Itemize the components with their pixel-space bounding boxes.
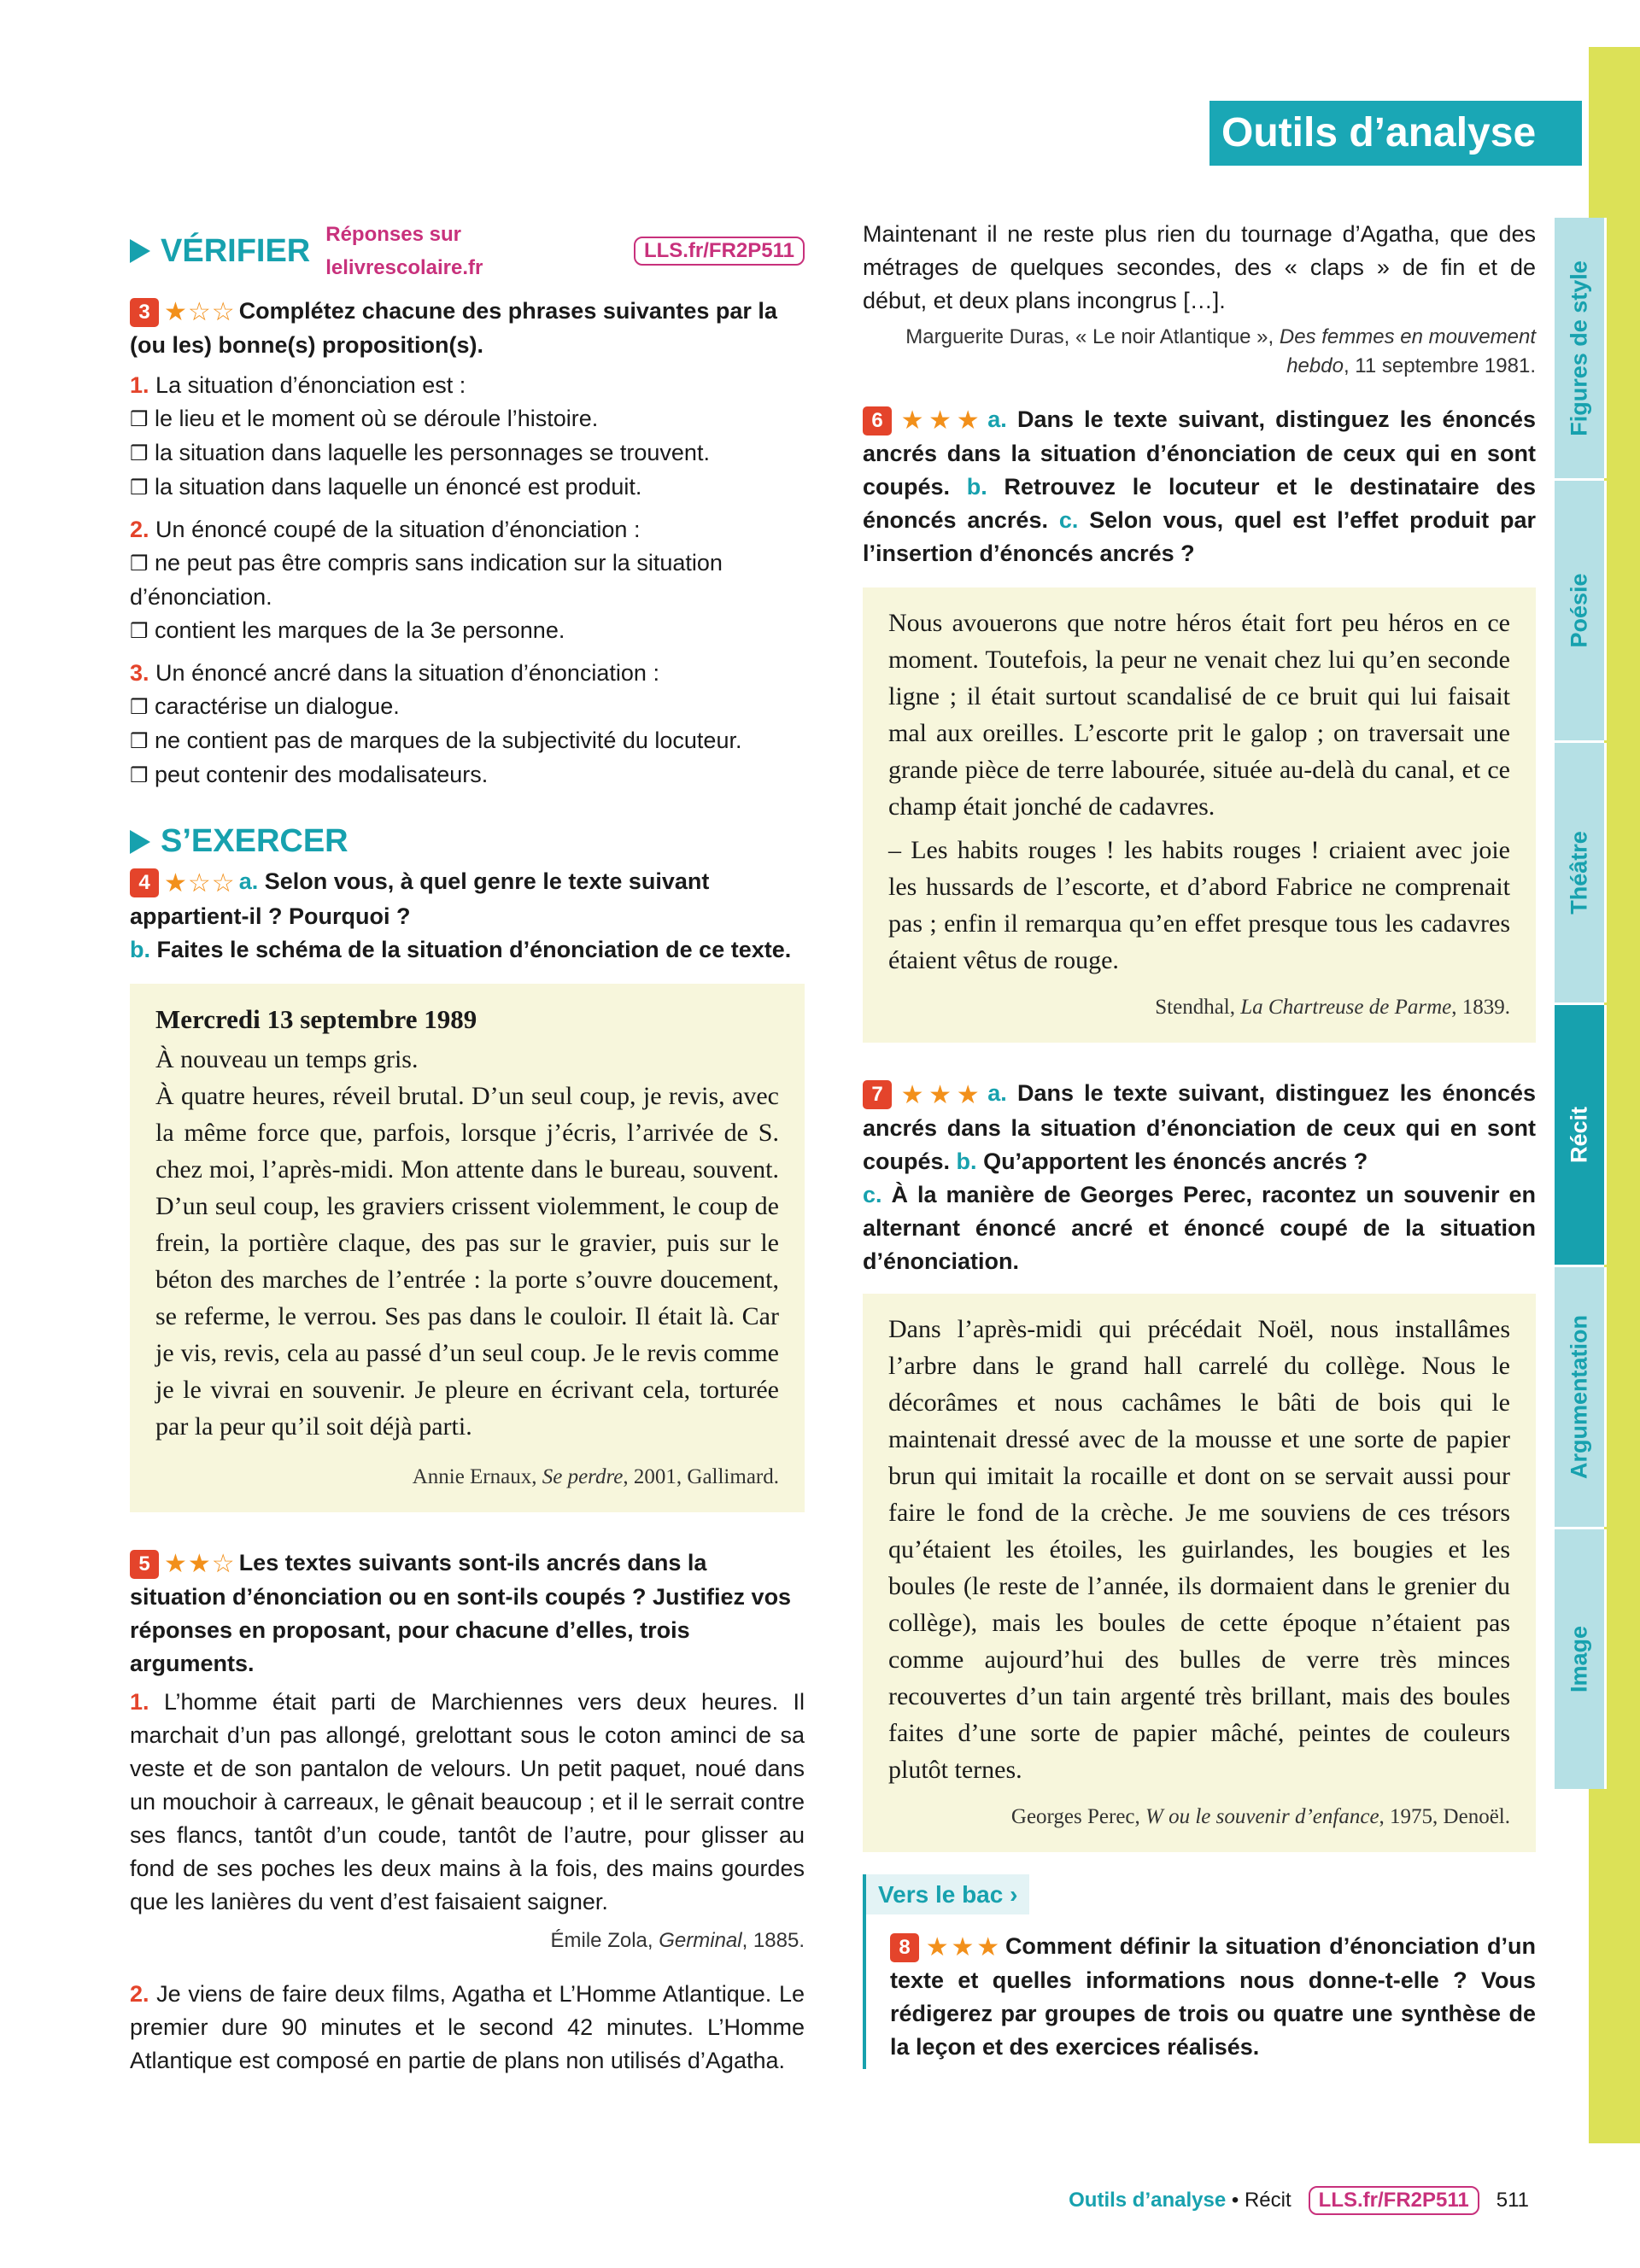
exercise-5: 5 ★★☆ Les textes suivants sont-ils ancrés dans la situation d’énonciation ou en sont-ils coupés ? Justifiez vos réponses en proposant, pour chacune d’elles, trois arguments. 1. L’homme était parti de Marchiennes vers deux heures. Il marchait d’un pas allongé, grelottant sous le coton aminci de sa veste et de son pantalon de velours. Un petit paquet, noué dans un mouchoir à carreaux, le gênait beaucoup ; et il le serrait contre ses flancs, tantôt d’un coude, tantôt de l’autre, pour glisser au fond de ses poches les deux mains à la fois, des mains gourdes que les lanières du vent d’est faisaient saigner. Émile Zola, Germinal, 1885. 2. Je viens de faire deux films, Agatha et L’Homme Atlantique. Le premier dure 90 minutes et le second 42 minutes. L’Homme Atlantique est composé en partie de plans non utilisés d’Agatha.	[130, 1546, 805, 2078]
tab-figures-de-style[interactable]: Figures de style	[1555, 218, 1607, 478]
checkbox-icon[interactable]: ❒	[130, 441, 149, 466]
footer-chapter: Récit	[1244, 2189, 1292, 2212]
q3-part-3: 3. Un énoncé ancré dans la situation d’énonciation : ❒ caractérise un dialogue. ❒ ne contient pas de marques de la subjectivité du locuteur. ❒ peut contenir des modalisateurs.	[130, 657, 805, 792]
play-icon	[130, 830, 150, 854]
text-excerpt-stendhal: Nous avouerons que notre héros était fort peu héros en ce moment. Toutefois, la peur ne venait chez lui qu’en seconde ligne ; il était surtout scandalisé de ce bruit qui lui faisait mal aux oreilles. L’escorte prit le galop ; on traversait une grande pièce de terre labourée, située au-delà du canal, et ce champ était jonché de cadavres. – Les habits rouges ! les habits rouges ! criaient avec joie les hussards de l’escorte, et d’abord Fabrice ne comprenait pas ; enfin il remarqua qu’en effet presque tous les cadavres étaient vêtus de rouge. Stendhal, La Chartreuse de Parme, 1839.	[863, 587, 1536, 1043]
difficulty-stars-icon: ★★☆	[164, 1550, 236, 1579]
excerpt-source: Georges Perec, W ou le souvenir d’enfance, 1975, Denoël.	[1010, 1804, 1510, 1828]
exercise-7: 7 ★★★ a. Dans le texte suivant, distinguez les énoncés ancrés dans la situation d’énonciation de ceux qui en sont coupés. b. Qu’apportent les énoncés ancrés ? c. À la manière de Georges Perec, racontez un souvenir en alternant énoncé ancré et énoncé coupé de la situation d’énonciation. Dans l’après-midi qui précédait Noël, nous installâmes l’arbre dans le grand hall carrelé du collège. Nous le décorâmes et nous cachâmes le bâti de bois qui le maintenait dressé avec de la mousse et une sorte de papier brun qui imitait la rocaille et dont on se servait aussi pour faire le fond de la crèche. Je me souviens de ces trésors qu’étaient les étoiles, les guirlandes, les bougies et les boules (le reste de l’année, ils dormaient dans le grenier du collège), mais les boules de cette époque n’étaient pas comme aujourd’hui des bulles de verre très minces recouvertes d’un tain argenté très brillant, mais des boules faites d’une sorte de papier mâché, peintes de couleurs plutôt ternes. Georges Perec, W ou le souvenir d’enfance, 1975, Denoël.	[863, 1077, 1536, 1851]
difficulty-stars-icon: ★★★	[897, 406, 985, 435]
checkbox-option[interactable]: ❒ la situation dans laquelle un énoncé est produit.	[130, 474, 642, 500]
checkbox-option[interactable]: ❒ ne peut pas être compris sans indication sur la situation d’énonciation.	[130, 550, 723, 611]
checkbox-option[interactable]: ❒ caractérise un dialogue.	[130, 693, 400, 720]
footer-section: Outils d’analyse	[1069, 2189, 1227, 2212]
vers-le-bac-tag: Vers le bac ›	[863, 1874, 1029, 1914]
text-excerpt-ernaux: Mercredi 13 septembre 1989 À nouveau un temps gris. À quatre heures, réveil brutal. D’un seul coup, je revis, avec la même force que, parfois, lorsque j’écris, l’arrivée de S. chez moi, l’après-midi. Mon attente dans le bureau, souvent. D’un seul coup, les graviers crissent violemment, le coup de frein, la portière claque, des pas sur le gravier, puis sur le béton des marches de l’entrée : la porte s’ouvre doucement, se referme, le verrou. Ses pas dans le couloir. Il était là. Car je vis, revis, cela au passé d’un seul coup. Je le revis comme je le vivrai en souvenir. Je pleure en écrivant cela, torturée par la peur qu’il soit déjà parti. Annie Ernaux, Se perdre, 2001, Gallimard.	[130, 984, 805, 1512]
difficulty-stars-icon: ★☆☆	[164, 868, 236, 897]
difficulty-stars-icon: ★☆☆	[164, 298, 236, 327]
lls-code[interactable]: LLS.fr/FR2P511	[634, 237, 805, 266]
play-icon	[130, 239, 150, 263]
right-column	[863, 218, 1536, 2069]
checkbox-icon[interactable]: ❒	[130, 729, 149, 754]
checkbox-icon[interactable]: ❒	[130, 763, 149, 788]
answers-link[interactable]: Réponses sur lelivrescolaire.fr	[325, 223, 483, 279]
verifier-heading: VÉRIFIER Réponses sur lelivrescolaire.fr LLS.fr/FR2P511	[130, 218, 805, 284]
q5-text-1: 1. L’homme était parti de Marchiennes vers deux heures. Il marchait d’un pas allongé, grelottant sous le coton aminci de sa veste et de son pantalon de velours. Un petit paquet, noué dans un mouchoir à carreaux, le gênait beaucoup ; et il le serrait contre ses flancs, tantôt d’un coude, tantôt de l’autre, pour glisser au fond de ses poches les deux mains à la fois, des mains gourdes que les lanières du vent d’est faisaient saigner.	[130, 1689, 805, 1915]
checkbox-option[interactable]: ❒ contient les marques de la 3e personne.	[130, 617, 565, 644]
q5-text-2-source: Marguerite Duras, « Le noir Atlantique », Des femmes en mouvement hebdo, 11 septembre 1981.	[905, 325, 1536, 377]
exercise-number: 4	[130, 868, 159, 897]
tab-image[interactable]: Image	[1555, 1529, 1607, 1789]
exercise-8: 8 ★★★ Comment définir la situation d’énonciation d’un texte et quelles informations nous donne-t-elle ? Vous rédigerez par groupes de trois ou quatre une synthèse de la leçon et des exercices réalisés.	[863, 1913, 1536, 2069]
left-column	[130, 218, 805, 2078]
difficulty-stars-icon: ★★★	[924, 1933, 1002, 1962]
exercise-number: 3	[130, 298, 159, 327]
checkbox-icon[interactable]: ❒	[130, 552, 149, 576]
excerpt-source: Stendhal, La Chartreuse de Parme, 1839.	[1155, 996, 1510, 1020]
tab-theatre[interactable]: Théâtre	[1555, 743, 1607, 1002]
exercise-6: 6 ★★★ a. Dans le texte suivant, distinguez les énoncés ancrés dans la situation d’énonciation de ceux qui en sont coupés. b. Retrouvez le locuteur et le destinataire des énoncés ancrés. c. Selon vous, quel est l’effet produit par l’insertion d’énoncés ancrés ? Nous avouerons que notre héros était fort peu héros en ce moment. Toutefois, la peur ne venait chez lui qu’en seconde ligne ; il était surtout scandalisé de ce bruit qui lui faisait mal aux oreilles. L’escorte prit le galop ; on traversait une grande pièce de terre labourée, située au-delà du canal, et ce champ était jonché de cadavres. – Les habits rouges ! les habits rouges ! criaient avec joie les hussards de l’escorte, et d’abord Fabrice ne comprenait pas ; enfin il remarqua qu’en effet presque tous les cadavres étaient vêtus de rouge. Stendhal, La Chartreuse de Parme, 1839.	[863, 403, 1536, 1043]
exercise-number: 5	[130, 1550, 159, 1579]
margin-band-bottom	[1589, 1780, 1640, 2143]
margin-band-top	[1589, 47, 1640, 218]
q5-text-2-continued: Maintenant il ne reste plus rien du tournage d’Agatha, que des métrages de quelques secondes, des « claps » de fin et de début, et deux plans incongrus […].	[863, 221, 1536, 313]
exercise-number: 7	[863, 1080, 892, 1109]
page-footer: Outils d’analyse • Récit LLS.fr/FR2P511 511	[1051, 2186, 1529, 2215]
exercise-number: 6	[863, 406, 892, 435]
checkbox-icon[interactable]: ❒	[130, 407, 149, 432]
page-number: 511	[1496, 2189, 1529, 2212]
tab-recit[interactable]: Récit	[1555, 1005, 1607, 1265]
q3-part-2: 2. Un énoncé coupé de la situation d’énonciation : ❒ ne peut pas être compris sans indication sur la situation d’énonciation. ❒ contient les marques de la 3e personne.	[130, 513, 805, 648]
exercise-4: 4 ★☆☆ a. Selon vous, à quel genre le texte suivant appartient-il ? Pourquoi ? b. Faites le schéma de la situation d’énonciation de ce texte. Mercredi 13 septembre 1989 À nouveau un temps gris. À quatre heures, réveil brutal. D’un seul coup, je revis, avec la même force que, parfois, lorsque j’écris, l’arrivée de S. chez moi, l’après-midi. Mon attente dans le bureau, souvent. D’un seul coup, les graviers crissent violemment, le coup de frein, la portière claque, des pas sur le gravier, puis sur le béton des marches de l’entrée : la porte s’ouvre doucement, se referme, le verrou. Ses pas dans le couloir. Il était là. Car je vis, revis, cela au passé d’un seul coup. Je le revis comme je le vivrai en souvenir. Je pleure en écrivant cela, torturée par la peur qu’il soit déjà parti. Annie Ernaux, Se perdre, 2001, Gallimard.	[130, 865, 805, 1511]
text-excerpt-perec: Dans l’après-midi qui précédait Noël, nous installâmes l’arbre dans le grand hall carrelé du collège. Nous le décorâmes et nous cachâmes le bâti de bois qui le maintenait dressé avec de la mousse et une sorte de papier brun qui imitait la rocaille et dont on se servait aussi pour faire le fond de la crèche. Je me souviens de ces trésors qu’étaient les étoiles, les guirlandes, les bougies et les boules (le reste de l’année, ils dormaient dans le grenier du collège), mais les boules de cette époque n’étaient pas comme aujourd’hui des bulles de verre très minces recouvertes d’un tain argenté très brillant, mais des boules faites d’une sorte de papier mâché, peintes de couleurs plutôt ternes. Georges Perec, W ou le souvenir d’enfance, 1975, Denoël.	[863, 1294, 1536, 1852]
checkbox-option[interactable]: ❒ ne contient pas de marques de la subjectivité du locuteur.	[130, 728, 742, 754]
checkbox-option[interactable]: ❒ la situation dans laquelle les personnages se trouvent.	[130, 440, 710, 466]
exercise-number: 8	[890, 1933, 919, 1962]
chevron-right-icon: ›	[1010, 1880, 1018, 1908]
excerpt-source: Annie Ernaux, Se perdre, 2001, Gallimard.	[412, 1464, 779, 1488]
checkbox-option[interactable]: ❒ peut contenir des modalisateurs.	[130, 762, 489, 788]
checkbox-option[interactable]: ❒ le lieu et le moment où se déroule l’histoire.	[130, 406, 599, 432]
checkbox-icon[interactable]: ❒	[130, 476, 149, 500]
excerpt-title: Mercredi 13 septembre 1989	[155, 1003, 477, 1034]
vers-le-bac	[863, 1874, 1536, 2069]
checkbox-icon[interactable]: ❒	[130, 619, 149, 644]
tab-argumentation[interactable]: Argumentation	[1555, 1267, 1607, 1527]
exercise-3: 3 ★☆☆ Complétez chacune des phrases suivantes par la (ou les) bonne(s) proposition(s). 1. La situation d’énonciation est : ❒ le lieu et le moment où se déroule l’histoire. ❒ la situation dans laquelle les personnages se trouvent. ❒ la situation dans laquelle un énoncé est produit. 2. Un énoncé coupé de la situation d’énonciation : ❒ ne peut pas être compris sans indication sur la situation d’énonciation. ❒ contient les marques de la 3e personne. 3. Un énoncé ancré dans la situation d’énonciation : ❒ caractérise un dialogue. ❒ ne contient pas de marques de la subjectivité du locuteur. ❒ peut contenir des modalisateurs.	[130, 295, 805, 792]
footer-lls-code[interactable]: LLS.fr/FR2P511	[1309, 2186, 1479, 2215]
tab-poesie[interactable]: Poésie	[1555, 481, 1607, 740]
margin-band	[1604, 218, 1640, 1780]
difficulty-stars-icon: ★★★	[897, 1080, 985, 1109]
exercer-heading: S’EXERCER	[130, 825, 805, 858]
q5-text-2: 2. Je viens de faire deux films, Agatha et L’Homme Atlantique. Le premier dure 90 minutes et le second 42 minutes. L’Homme Atlantique est composé en partie de plans non utilisés d’Agatha.	[130, 1981, 805, 2074]
q5-text-1-source: Émile Zola, Germinal, 1885.	[550, 1929, 805, 1953]
q3-part-1: 1. La situation d’énonciation est : ❒ le lieu et le moment où se déroule l’histoire. ❒ la situation dans laquelle les personnages se trouvent. ❒ la situation dans laquelle un énoncé est produit.	[130, 369, 805, 505]
page-header: Outils d’analyse	[1210, 101, 1582, 166]
checkbox-icon[interactable]: ❒	[130, 695, 149, 720]
